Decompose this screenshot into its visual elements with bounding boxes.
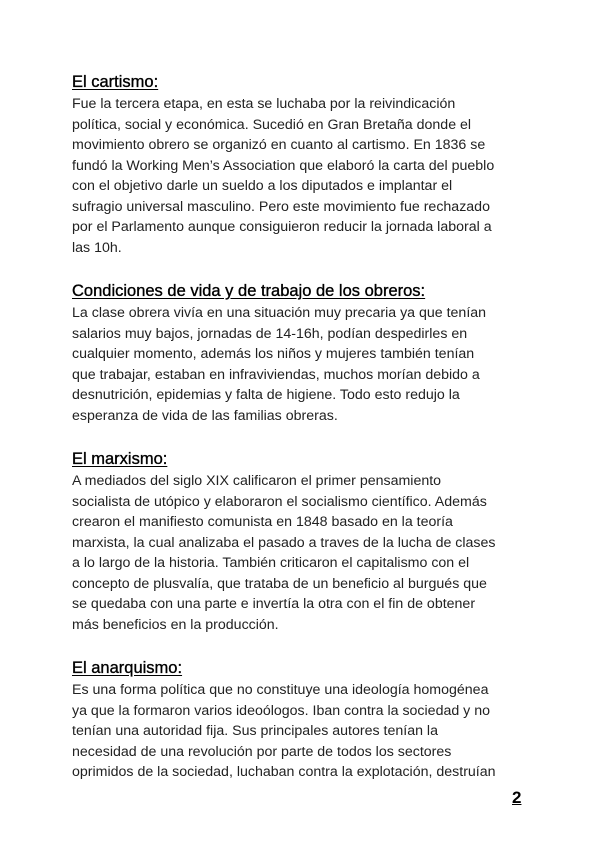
section-heading: El marxismo: — [72, 450, 168, 468]
section-cartismo — [72, 72, 532, 258]
section-anarquismo — [72, 658, 532, 783]
page-number: 2 — [512, 788, 522, 807]
section-heading: El cartismo: — [72, 73, 159, 91]
document-page — [72, 72, 532, 783]
section-heading: El anarquismo: — [72, 659, 183, 677]
section-body: Fue la tercera etapa, en esta se luchaba por la reivindicación política, social y económica. Sucedió en Gran Bretaña donde el movimiento obrero se organizó en cuanto al cartismo. En 1836 se fundó la Working Men’s Association que elaboró la carta del pueblo con el objetivo darle un sueldo a los diputados e implantar el sufragio universal masculino. Pero este movimiento fue rechazado por el Parlamento aunque consiguieron reducir la jornada laboral a las 10h. — [72, 96, 495, 256]
section-heading: Condiciones de vida y de trabajo de los obreros: — [72, 282, 426, 300]
section-body: La clase obrera vivía en una situación muy precaria ya que tenían salarios muy bajos, jornadas de 14-16h, podían despedirles en cualquier momento, además los niños y mujeres también tenían que trabajar, estaban en infraviviendas, muchos morían debido a desnutrición, epidemias y falta de higiene. Todo esto redujo la esperanza de vida de las familias obreras. — [72, 305, 487, 424]
section-condiciones — [72, 281, 532, 426]
section-body: A mediados del siglo XIX calificaron el primer pensamiento socialista de utópico y elaboraron el socialismo científico. Además crearon el manifiesto comunista en 1848 basado en la teoría marxista, la cual analizaba el pasado a traves de la lucha de clases a lo largo de la historia. También criticaron el capitalismo con el concepto de plusvalía, que trataba de un beneficio al burgués que se quedaba con una parte e invertía la otra con el fin de obtener más beneficios en la producción. — [72, 473, 496, 633]
section-body: Es una forma política que no constituye una ideología homogénea ya que la formaron varios ideoólogos. Iban contra la sociedad y no tenían una autoridad fija. Sus principales autores tenían la necesidad de una revolución por parte de todos los sectores oprimidos de la sociedad, luchaban contra la explotación, destruían — [72, 682, 496, 780]
section-marxismo — [72, 449, 532, 635]
